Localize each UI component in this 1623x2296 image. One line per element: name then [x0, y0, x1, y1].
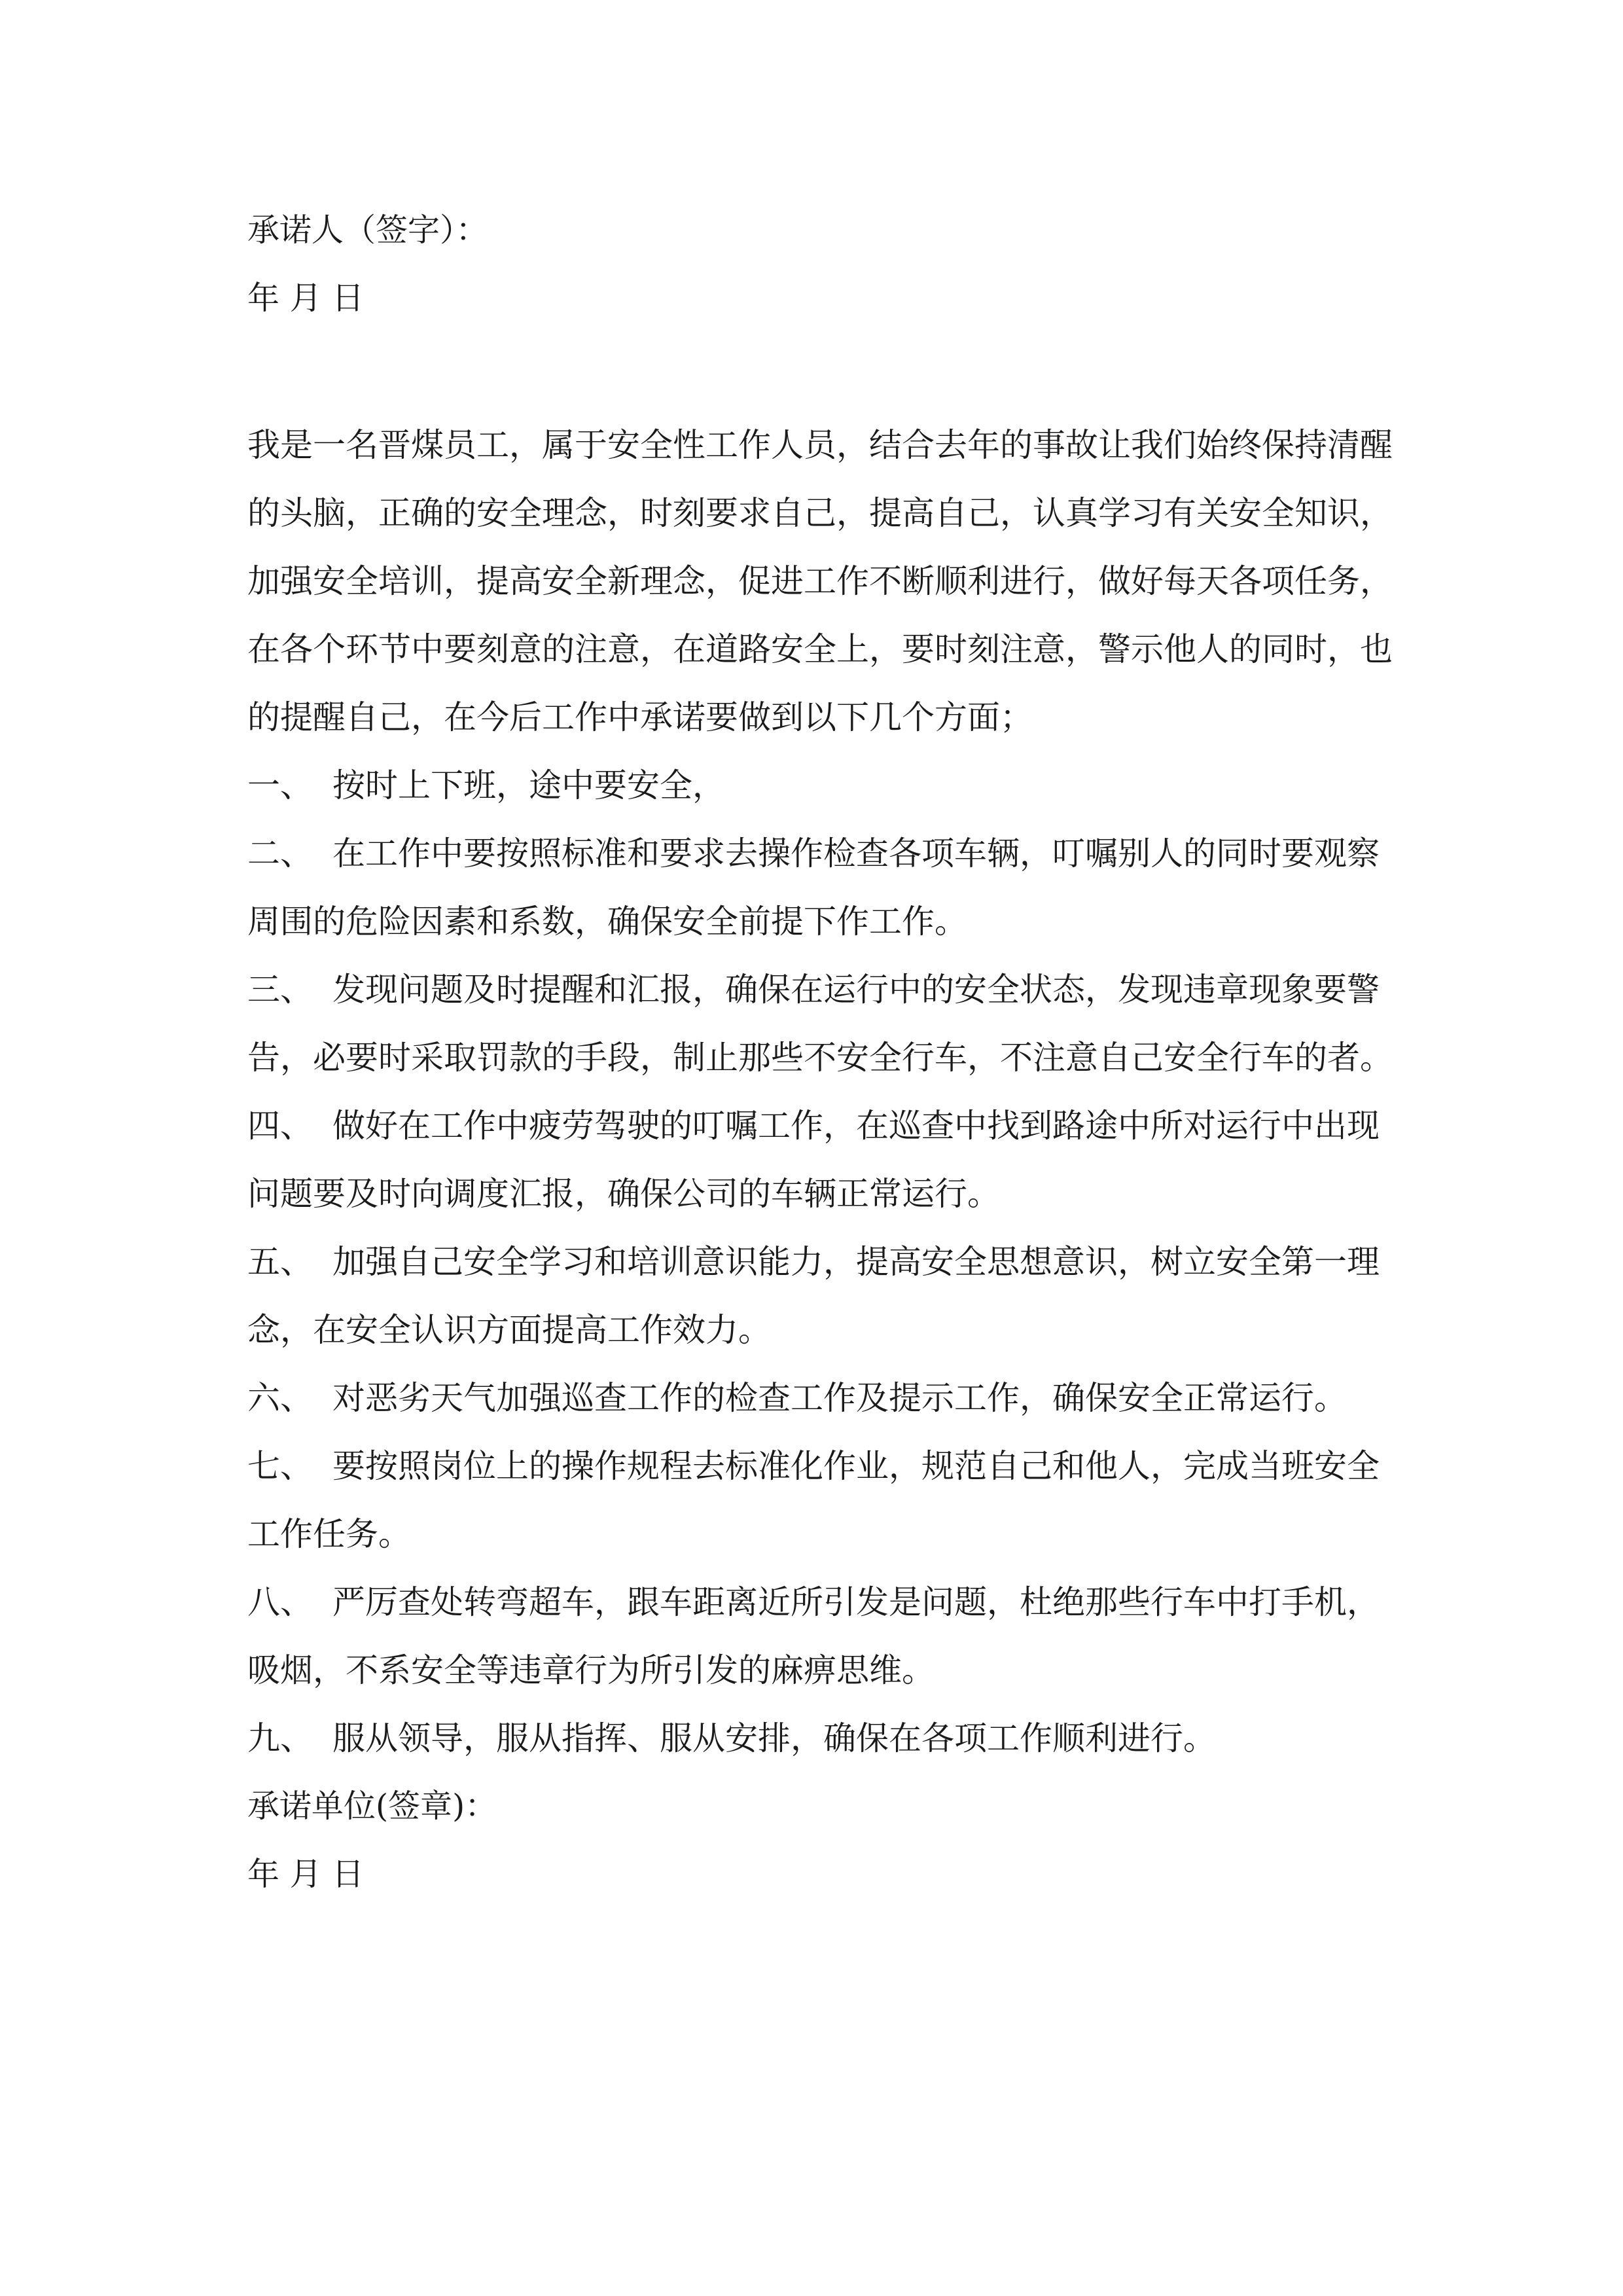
item-number: 五、: [247, 1243, 313, 1281]
item-text: 做好在工作中疲劳驾驶的叮嘱工作，在巡查中找到路途中所对运行中出现: [332, 1107, 1380, 1145]
item-number: 九、: [247, 1719, 313, 1757]
commitment-item-6: [247, 1364, 1399, 1432]
signer-label: 承诺人（签字）：: [247, 211, 488, 249]
item-number: 四、: [247, 1107, 313, 1145]
commitment-item-3: [247, 956, 1399, 1092]
item-number: 二、: [247, 834, 313, 872]
signer-signature-block: [247, 196, 1399, 332]
intro-line: 加强安全培训，提高安全新理念，促进工作不断顺利进行，做好每天各项任务，: [247, 562, 1393, 600]
commitment-item-8: [247, 1568, 1399, 1704]
intro-line: 在各个环节中要刻意的注意，在道路安全上，要时刻注意，警示他人的同时，也: [247, 630, 1393, 668]
item-number: 一、: [247, 766, 313, 804]
item-text-continued: 问题要及时向调度汇报，确保公司的车辆正常运行。: [247, 1175, 1000, 1213]
item-number: 三、: [247, 971, 313, 1009]
intro-line: 的头脑，正确的安全理念，时刻要求自己，提高自己，认真学习有关安全知识，: [247, 494, 1393, 532]
commitment-list: [247, 751, 1399, 1772]
document-page: [247, 196, 1399, 1909]
commitment-item-2: [247, 819, 1399, 956]
item-text: 对恶劣天气加强巡查工作的检查工作及提示工作，确保安全正常运行。: [332, 1379, 1347, 1417]
item-text: 发现问题及时提醒和汇报，确保在运行中的安全状态，发现违章现象要警: [332, 971, 1380, 1009]
item-text: 加强自己安全学习和培训意识能力，提高安全思想意识，树立安全第一理: [332, 1243, 1380, 1281]
item-number: 六、: [247, 1379, 313, 1417]
commitment-item-7: [247, 1432, 1399, 1568]
item-text: 服从领导，服从指挥、服从安排，确保在各项工作顺利进行。: [332, 1719, 1216, 1757]
item-text: 要按照岗位上的操作规程去标准化作业，规范自己和他人，完成当班安全: [332, 1447, 1380, 1485]
commitment-item-4: [247, 1092, 1399, 1228]
unit-signature-block: [247, 1772, 1399, 1909]
commitment-item-9: [247, 1704, 1399, 1772]
item-text-continued: 吸烟，不系安全等违章行为所引发的麻痹思维。: [247, 1651, 935, 1689]
item-text-continued: 工作任务。: [247, 1515, 411, 1553]
unit-date-label: 年 月 日: [247, 1856, 365, 1893]
commitment-item-1: [247, 751, 1399, 819]
intro-line: 的提醒自己，在今后工作中承诺要做到以下几个方面；: [247, 698, 1033, 736]
unit-signature-label: 承诺单位(签章)：: [247, 1787, 497, 1825]
commitment-item-5: [247, 1228, 1399, 1364]
item-number: 八、: [247, 1583, 313, 1621]
signer-date-label: 年 月 日: [247, 279, 365, 317]
item-text-continued: 周围的危险因素和系数，确保安全前提下作工作。: [247, 903, 967, 941]
intro-line: 我是一名晋煤员工，属于安全性工作人员，结合去年的事故让我们始终保持清醒: [247, 426, 1393, 464]
item-text: 按时上下班，途中要安全，: [332, 766, 725, 804]
item-text-continued: 念，在安全认识方面提高工作效力。: [247, 1311, 771, 1349]
item-text: 在工作中要按照标准和要求去操作检查各项车辆，叮嘱别人的同时要观察: [332, 834, 1380, 872]
section-gap: [247, 332, 1399, 411]
intro-paragraph: [247, 411, 1399, 751]
item-text: 严厉查处转弯超车，跟车距离近所引发是问题，杜绝那些行车中打手机，: [332, 1583, 1380, 1621]
item-text-continued: 告，必要时采取罚款的手段，制止那些不安全行车，不注意自己安全行车的者。: [247, 1039, 1393, 1077]
item-number: 七、: [247, 1447, 313, 1485]
